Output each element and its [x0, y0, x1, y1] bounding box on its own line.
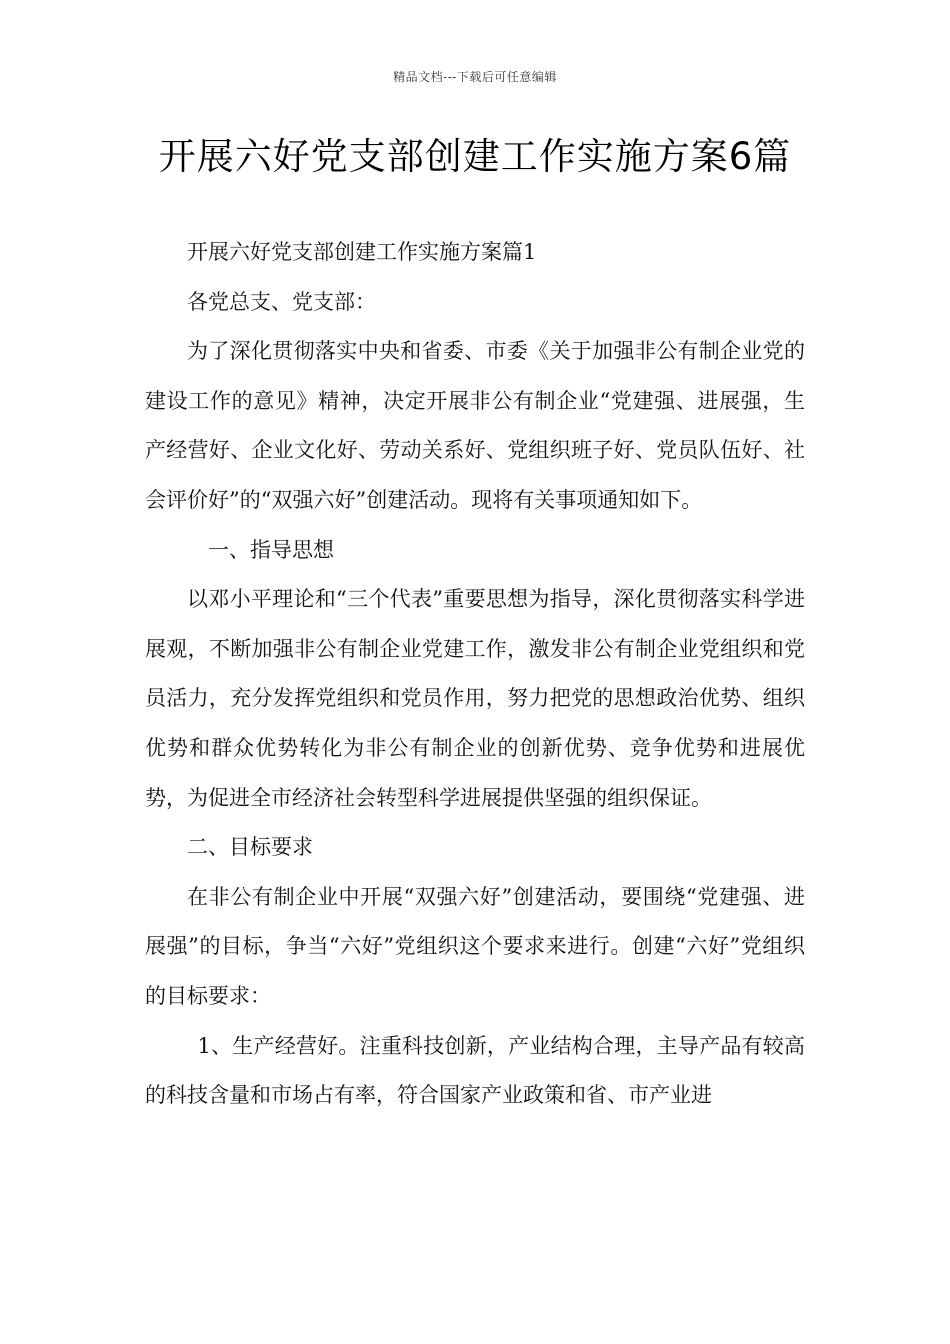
guiding-thought-paragraph: 以邓小平理论和“三个代表”重要思想为指导，深化贯彻落实科学进展观，不断加强非公有制企业党建工作，激发非公有制企业党组织和党员活力，充分发挥党组织和党员作用，努力把党的思想政治优势、组织优势和群众优势转化为非公有制企业的创新优势、竞争优势和进展优势，为促进全市经济社会转型科学进展提供坚强的组织保证。 — [145, 587, 805, 810]
goal-item-1: 1、生产经营好。注重科技创新，产业结构合理，主导产品有较高的科技含量和市场占有率，符合国家产业政策和省、市产业进 — [145, 1033, 805, 1108]
document-body — [145, 228, 805, 1121]
intro-paragraph: 为了深化贯彻落实中央和省委、市委《关于加强非公有制企业党的建设工作的意见》精神，决定开展非公有制企业“党建强、进展强，生产经营好、企业文化好、劳动关系好、党组织班子好、党员队伍好、社会评价好”的“双强六好”创建活动。现将有关事项通知如下。 — [145, 339, 805, 512]
heading-goals: 二、目标要求 — [187, 835, 313, 860]
goals-paragraph: 在非公有制企业中开展“双强六好”创建活动，要围绕“党建强、进展强”的目标，争当“六好”党组织这个要求来进行。创建“六好”党组织的目标要求： — [145, 884, 805, 1008]
header-note: 精品文档---下载后可任意编辑 — [393, 70, 557, 84]
section-heading-part-1: 开展六好党支部创建工作实施方案篇1 — [187, 240, 537, 264]
salutation: 各党总支、党支部： — [187, 289, 376, 314]
heading-guiding-thought: 一、指导思想 — [208, 537, 334, 562]
document-title: 开展六好党支部创建工作实施方案6篇 — [158, 135, 792, 178]
